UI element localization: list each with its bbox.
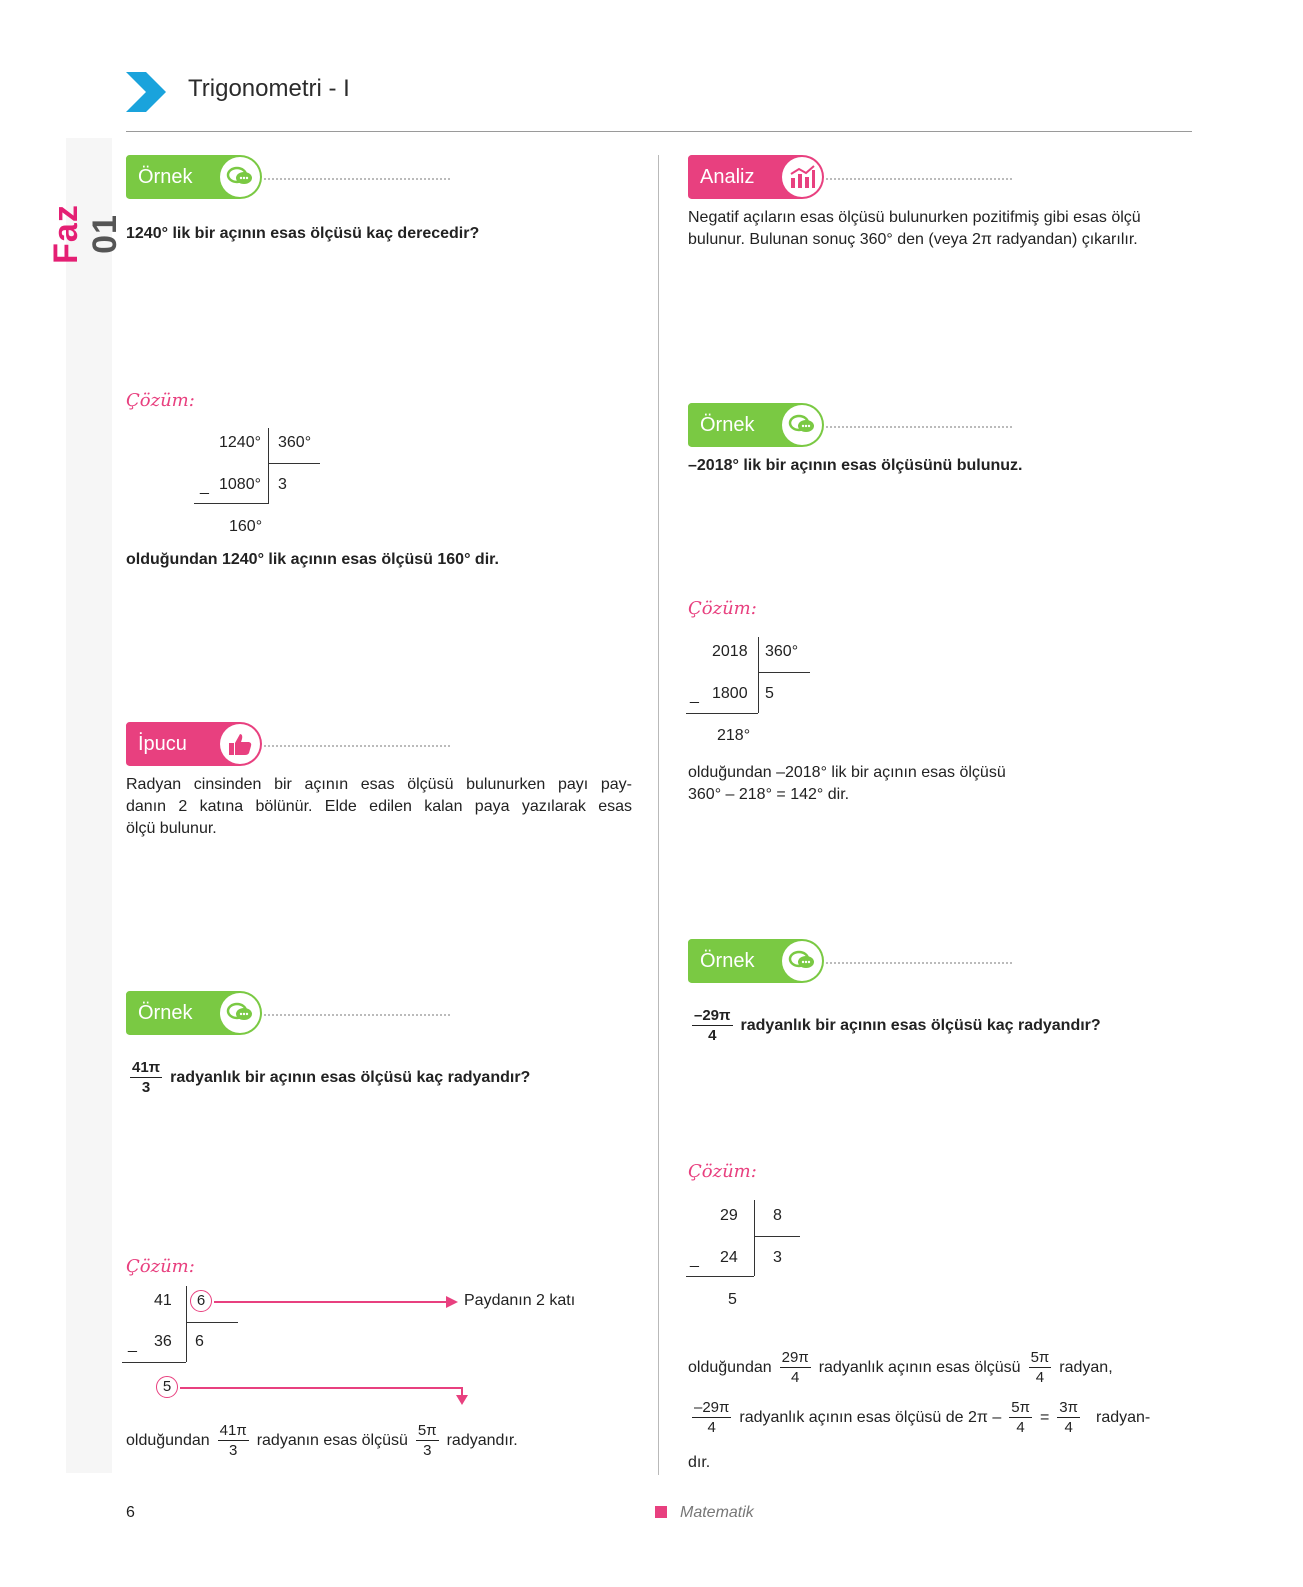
fraction-denominator: 4 <box>1064 1419 1073 1436</box>
divisor-line <box>268 463 320 464</box>
subtrahend: 24 <box>720 1249 738 1266</box>
side-label <box>47 194 125 274</box>
question-text: radyanlık bir açının esas ölçüsü kaç radyandır? <box>170 1068 531 1086</box>
fraction-numerator: 41π <box>219 1422 247 1439</box>
minus-sign: _ <box>128 1336 137 1353</box>
hint-badge <box>126 722 262 766</box>
arrow-down-icon <box>456 1395 468 1405</box>
fraction <box>692 1398 731 1437</box>
remainder: 160° <box>229 518 263 535</box>
subject-square-icon <box>655 1506 667 1518</box>
dividend: 41 <box>154 1292 172 1309</box>
divisor-line <box>186 1322 238 1323</box>
fraction <box>1057 1398 1080 1437</box>
page-number: 6 <box>126 1504 135 1521</box>
dotted-line <box>826 178 1012 180</box>
fraction <box>218 1421 249 1460</box>
subject-label: Matematik <box>680 1504 754 1521</box>
arrow-label: Paydanın 2 katı <box>464 1292 576 1309</box>
fraction-denominator: 3 <box>423 1442 432 1459</box>
fraction <box>692 1006 733 1045</box>
side-number: 01 <box>86 214 124 254</box>
subtrahend: 36 <box>154 1333 172 1350</box>
subtrahend: 1800 <box>712 685 748 702</box>
conclusion-row <box>692 1398 1150 1437</box>
badge-label: Örnek <box>138 166 193 188</box>
fraction-denominator: 3 <box>141 1079 151 1096</box>
conclusion-text: olduğundan <box>688 1358 772 1376</box>
subtraction-line <box>194 503 268 504</box>
conclusion-text: dır. <box>688 1454 711 1471</box>
fraction-numerator: 3π <box>1059 1399 1078 1416</box>
fraction <box>130 1058 162 1097</box>
hint-line: Radyan cinsinden bir açının esas ölçüsü bulunurken payı pay- <box>126 776 632 793</box>
conclusion-text: radyan- <box>1096 1408 1151 1426</box>
quotient: 3 <box>773 1249 782 1266</box>
minus-sign: _ <box>690 687 699 704</box>
example-badge <box>126 991 262 1035</box>
chapter-chevron-icon <box>124 70 168 114</box>
subtraction-line <box>122 1362 186 1363</box>
conclusion-text <box>688 762 1006 806</box>
dotted-line <box>264 1014 450 1016</box>
example-badge <box>688 939 824 983</box>
conclusion-text: olduğundan 1240° lik açının esas ölçüsü 160° dir. <box>126 551 499 568</box>
fraction-denominator: 4 <box>790 1369 800 1386</box>
fraction-denominator: 4 <box>707 1419 716 1436</box>
side-strip <box>66 138 112 1473</box>
divisor: 360° <box>765 643 799 660</box>
badge-label: Örnek <box>138 1002 193 1024</box>
analysis-line: Negatif açıların esas ölçüsü bulunurken pozitifmiş gibi esas ölçü <box>688 209 1141 226</box>
dotted-line <box>826 426 1012 428</box>
fraction-numerator: 41π <box>132 1059 161 1076</box>
divisor: 8 <box>773 1207 782 1224</box>
analysis-badge <box>688 155 824 199</box>
subtraction-line <box>686 713 758 714</box>
divisor-line <box>758 672 810 673</box>
analysis-line: bulunur. Bulunan sonuç 360° den (veya 2π radyandan) çıkarılır. <box>688 231 1138 248</box>
thumbs-up-icon <box>220 724 260 764</box>
speech-bubble-icon <box>782 405 822 445</box>
fraction-denominator: 3 <box>228 1442 238 1459</box>
division-bar <box>268 428 269 504</box>
fraction-numerator: –29π <box>694 1399 730 1416</box>
fraction-numerator: 5π <box>1030 1349 1050 1366</box>
badge-label: İpucu <box>138 733 187 755</box>
division-bar <box>754 1200 755 1276</box>
fraction-numerator: 29π <box>781 1349 809 1366</box>
remainder: 218° <box>717 727 751 744</box>
conclusion-row <box>126 1421 518 1460</box>
analysis-text <box>688 207 1141 251</box>
quotient: 6 <box>195 1333 204 1350</box>
question-text: 1240° lik bir açının esas ölçüsü kaç derecedir? <box>126 225 480 242</box>
conclusion-text: radyanlık açının esas ölçüsü <box>818 1358 1021 1376</box>
divisor: 360° <box>278 434 312 451</box>
bar-chart-icon <box>782 157 822 197</box>
divisor-circled: 6 <box>190 1290 212 1312</box>
fraction-denominator: 4 <box>1016 1419 1025 1436</box>
conclusion-row <box>688 1348 1113 1387</box>
fraction <box>780 1348 811 1387</box>
speech-bubble-icon <box>220 157 260 197</box>
conclusion-text: olduğundan <box>126 1431 210 1449</box>
arrow-right-icon <box>446 1296 458 1308</box>
quotient: 3 <box>278 476 287 493</box>
conclusion-line: 360° – 218° = 142° dir. <box>688 786 850 803</box>
badge-label: Analiz <box>700 166 755 188</box>
solution-label: Çözüm: <box>688 1161 757 1182</box>
question-text: radyanlık bir açının esas ölçüsü kaç radyandır? <box>740 1016 1101 1034</box>
fraction-numerator: 5π <box>1011 1399 1030 1416</box>
conclusion-line: olduğundan –2018° lik bir açının esas ölçüsü <box>688 764 1006 781</box>
arrow-line <box>214 1301 448 1303</box>
header-divider <box>126 131 1192 132</box>
minus-sign: _ <box>690 1251 699 1268</box>
fraction <box>1009 1398 1032 1437</box>
fraction-denominator: 4 <box>708 1027 717 1044</box>
division-bar <box>186 1286 187 1362</box>
question-text: –2018° lik bir açının esas ölçüsünü bulunuz. <box>688 457 1023 474</box>
speech-bubble-icon <box>782 941 822 981</box>
divisor-line <box>754 1236 800 1237</box>
fraction-numerator: 5π <box>417 1422 437 1439</box>
fraction <box>416 1421 439 1460</box>
fraction-numerator: –29π <box>694 1007 731 1024</box>
dividend: 2018 <box>712 643 748 660</box>
hint-line: ölçü bulunur. <box>126 820 217 837</box>
equals-sign: = <box>1039 1408 1050 1426</box>
hint-text <box>126 774 632 840</box>
question-row <box>692 1006 1101 1045</box>
example-badge <box>688 403 824 447</box>
conclusion-text: radyan, <box>1059 1358 1113 1376</box>
dotted-line <box>264 745 450 747</box>
fraction <box>1029 1348 1052 1387</box>
conclusion-text: radyandır. <box>446 1431 518 1449</box>
subtraction-line <box>686 1276 754 1277</box>
side-label-text: Faz <box>47 204 85 264</box>
conclusion-text: radyanın esas ölçüsü <box>256 1431 408 1449</box>
conclusion-text: radyanlık açının esas ölçüsü de 2π – <box>739 1408 1002 1426</box>
speech-bubble-icon <box>220 993 260 1033</box>
example-badge <box>126 155 262 199</box>
quotient: 5 <box>765 685 774 702</box>
solution-label: Çözüm: <box>688 598 757 619</box>
remainder: 5 <box>728 1291 737 1308</box>
badge-label: Örnek <box>700 950 755 972</box>
hint-line: danın 2 katına bölünür. Elde edilen kalan paya yazılarak esas <box>126 798 632 815</box>
solution-label: Çözüm: <box>126 390 195 411</box>
dividend: 29 <box>720 1207 738 1224</box>
remainder-circled: 5 <box>156 1376 178 1398</box>
division-bar <box>758 637 759 713</box>
arrow-line <box>180 1387 462 1389</box>
minus-sign: _ <box>200 478 209 495</box>
subtrahend: 1080° <box>219 476 261 493</box>
fraction-denominator: 4 <box>1035 1369 1045 1386</box>
solution-label: Çözüm: <box>126 1256 195 1277</box>
column-divider <box>658 155 659 1475</box>
dotted-line <box>826 962 1012 964</box>
dividend: 1240° <box>219 434 261 451</box>
question-row <box>130 1058 530 1097</box>
badge-label: Örnek <box>700 414 755 436</box>
dotted-line <box>264 178 450 180</box>
page-title: Trigonometri - I <box>188 75 350 102</box>
